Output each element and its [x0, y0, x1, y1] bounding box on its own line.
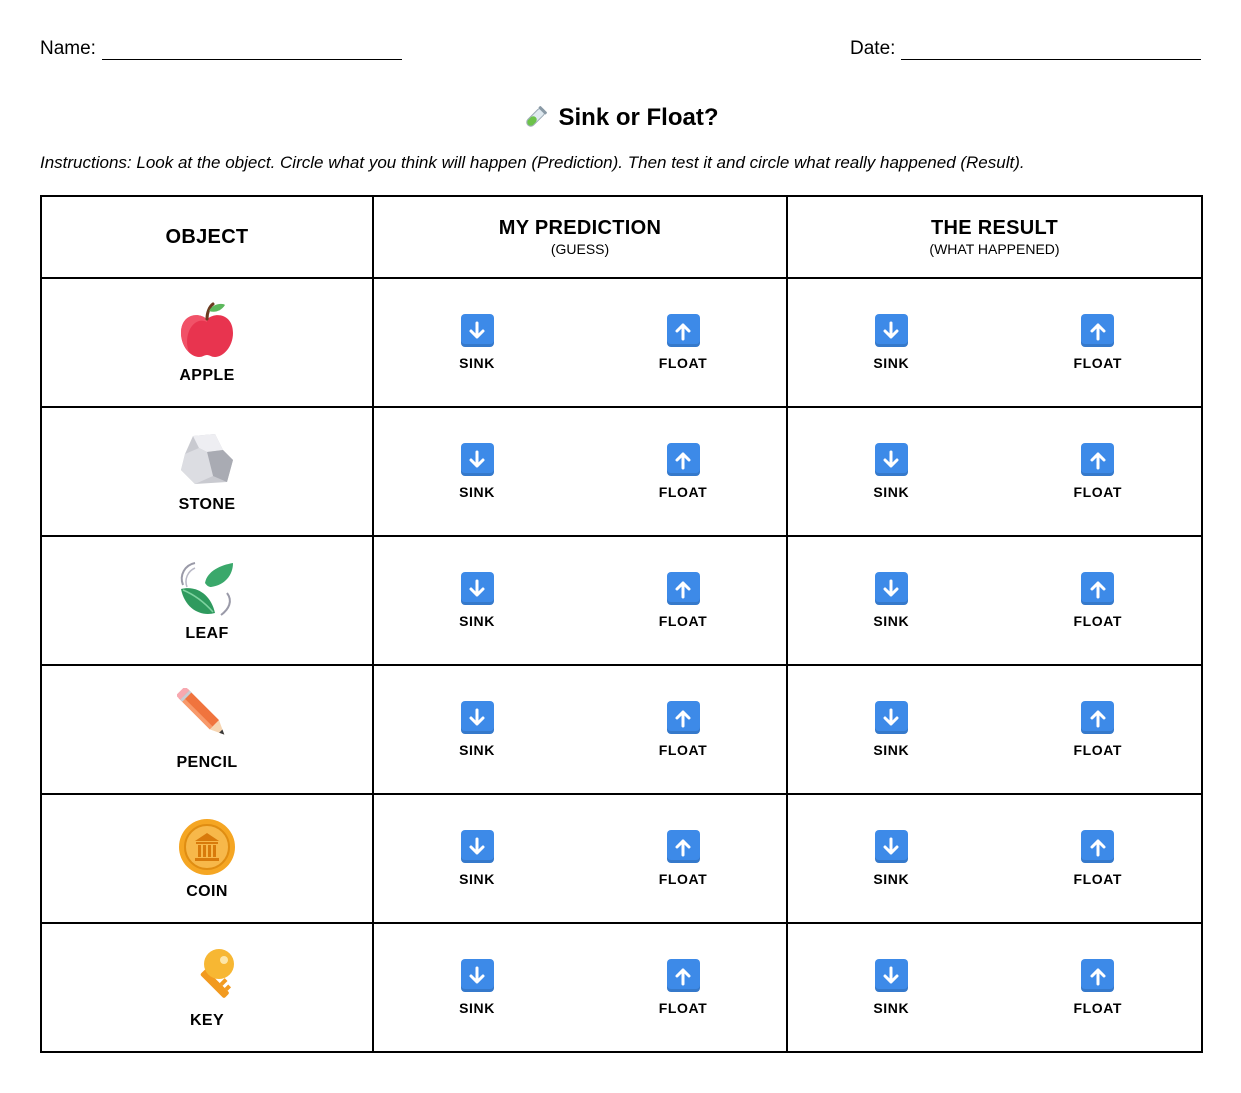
- float-label: FLOAT: [1073, 484, 1123, 500]
- table-row: [41, 407, 1202, 536]
- prediction-cell: [373, 536, 787, 665]
- object-label: APPLE: [179, 366, 235, 384]
- page-title: [0, 104, 1241, 132]
- object-cell: [41, 536, 373, 665]
- result-choices: [788, 408, 1201, 535]
- choice-float-result[interactable]: [1038, 701, 1158, 758]
- down-arrow-icon: [875, 830, 908, 863]
- apple-icon: [177, 301, 237, 361]
- down-arrow-icon: [461, 443, 494, 476]
- prediction-cell: [373, 407, 787, 536]
- result-cell: [787, 923, 1202, 1052]
- result-cell: [787, 278, 1202, 407]
- date-label: Date:: [850, 38, 896, 59]
- instructions: Instructions: Look at the object. Circle what you think will happen (Prediction). Then test it and circle what really happened (Result).: [40, 153, 1025, 172]
- sink-label: SINK: [873, 742, 910, 758]
- name-input-line[interactable]: [102, 41, 402, 60]
- choice-float-result[interactable]: [1038, 314, 1158, 371]
- prediction-header-label: MY PREDICTION: [498, 217, 662, 239]
- choice-sink-result[interactable]: [831, 959, 951, 1016]
- choice-sink-result[interactable]: [831, 701, 951, 758]
- choice-sink-prediction[interactable]: [417, 701, 537, 758]
- result-choices: [788, 795, 1201, 922]
- choice-float-result[interactable]: [1038, 830, 1158, 887]
- down-arrow-icon: [461, 701, 494, 734]
- float-label: FLOAT: [1073, 1000, 1123, 1016]
- up-arrow-icon: [667, 572, 700, 605]
- down-arrow-icon: [875, 314, 908, 347]
- sink-label: SINK: [873, 871, 910, 887]
- float-label: FLOAT: [658, 355, 708, 371]
- choice-float-prediction[interactable]: [623, 572, 743, 629]
- down-arrow-icon: [875, 443, 908, 476]
- coin-icon: [177, 817, 237, 877]
- choice-sink-prediction[interactable]: [417, 314, 537, 371]
- object-label: PENCIL: [176, 753, 238, 771]
- choice-float-result[interactable]: [1038, 443, 1158, 500]
- prediction-choices: [374, 924, 786, 1051]
- choice-float-prediction[interactable]: [623, 314, 743, 371]
- sink-label: SINK: [873, 613, 910, 629]
- up-arrow-icon: [667, 443, 700, 476]
- result-choices: [788, 279, 1201, 406]
- prediction-choices: [374, 795, 786, 922]
- choice-sink-result[interactable]: [831, 572, 951, 629]
- choice-float-prediction[interactable]: [623, 830, 743, 887]
- pencil-icon: [177, 688, 237, 748]
- choice-sink-prediction[interactable]: [417, 443, 537, 500]
- choice-float-prediction[interactable]: [623, 443, 743, 500]
- table-row: [41, 923, 1202, 1052]
- object-cell: [41, 665, 373, 794]
- date-field: [850, 38, 1201, 60]
- table-row: [41, 794, 1202, 923]
- up-arrow-icon: [667, 701, 700, 734]
- choice-sink-result[interactable]: [831, 443, 951, 500]
- down-arrow-icon: [875, 959, 908, 992]
- choice-float-result[interactable]: [1038, 959, 1158, 1016]
- sink-label: SINK: [459, 871, 495, 887]
- name-label: Name:: [40, 38, 96, 59]
- float-label: FLOAT: [658, 1000, 708, 1016]
- sink-label: SINK: [459, 742, 495, 758]
- key-icon: [177, 946, 237, 1006]
- sink-label: SINK: [459, 355, 495, 371]
- header-fields: [40, 38, 1201, 62]
- float-label: FLOAT: [658, 484, 708, 500]
- float-label: FLOAT: [658, 613, 708, 629]
- object-label: KEY: [189, 1011, 225, 1029]
- name-field: [40, 38, 402, 60]
- table-row: [41, 665, 1202, 794]
- object-label: STONE: [178, 495, 236, 513]
- up-arrow-icon: [1081, 830, 1114, 863]
- object-cell: [41, 923, 373, 1052]
- prediction-choices: [374, 666, 786, 793]
- test-tube-icon: [522, 105, 548, 131]
- table-row: [41, 536, 1202, 665]
- down-arrow-icon: [461, 830, 494, 863]
- prediction-header-sub: (GUESS): [550, 241, 610, 257]
- down-arrow-icon: [875, 701, 908, 734]
- stone-icon: [177, 430, 237, 490]
- float-label: FLOAT: [658, 871, 708, 887]
- choice-sink-prediction[interactable]: [417, 830, 537, 887]
- sink-label: SINK: [459, 613, 495, 629]
- column-header-prediction: [373, 196, 787, 278]
- sink-float-table: [40, 195, 1203, 1053]
- title-text: Sink or Float?: [558, 104, 719, 131]
- choice-sink-result[interactable]: [831, 314, 951, 371]
- result-header-sub: (WHAT HAPPENED): [929, 241, 1060, 257]
- sink-label: SINK: [873, 355, 910, 371]
- object-label: COIN: [186, 882, 228, 900]
- result-cell: [787, 665, 1202, 794]
- result-cell: [787, 794, 1202, 923]
- choice-sink-prediction[interactable]: [417, 572, 537, 629]
- down-arrow-icon: [461, 572, 494, 605]
- float-label: FLOAT: [1073, 613, 1123, 629]
- result-header-label: THE RESULT: [930, 217, 1059, 239]
- leaf-icon: [177, 559, 237, 619]
- prediction-cell: [373, 665, 787, 794]
- object-label: LEAF: [185, 624, 229, 642]
- column-header-result: [787, 196, 1202, 278]
- prediction-choices: [374, 537, 786, 664]
- result-choices: [788, 537, 1201, 664]
- down-arrow-icon: [461, 959, 494, 992]
- prediction-cell: [373, 923, 787, 1052]
- float-label: FLOAT: [1073, 742, 1123, 758]
- date-input-line[interactable]: [901, 41, 1201, 60]
- choice-float-prediction[interactable]: [623, 701, 743, 758]
- choice-sink-result[interactable]: [831, 830, 951, 887]
- up-arrow-icon: [1081, 701, 1114, 734]
- float-label: FLOAT: [658, 742, 708, 758]
- table-header-row: [41, 196, 1202, 278]
- prediction-choices: [374, 408, 786, 535]
- up-arrow-icon: [1081, 443, 1114, 476]
- prediction-cell: [373, 278, 787, 407]
- down-arrow-icon: [461, 314, 494, 347]
- object-cell: [41, 407, 373, 536]
- down-arrow-icon: [875, 572, 908, 605]
- float-label: FLOAT: [1073, 871, 1123, 887]
- result-cell: [787, 407, 1202, 536]
- prediction-cell: [373, 794, 787, 923]
- choice-float-result[interactable]: [1038, 572, 1158, 629]
- sink-label: SINK: [873, 484, 910, 500]
- object-cell: [41, 278, 373, 407]
- table-row: [41, 278, 1202, 407]
- sink-label: SINK: [459, 484, 495, 500]
- sink-label: SINK: [459, 1000, 495, 1016]
- up-arrow-icon: [667, 314, 700, 347]
- sink-label: SINK: [873, 1000, 910, 1016]
- column-header-object: [41, 196, 373, 278]
- object-header-label: OBJECT: [165, 225, 249, 248]
- up-arrow-icon: [1081, 572, 1114, 605]
- choice-float-prediction[interactable]: [623, 959, 743, 1016]
- up-arrow-icon: [667, 830, 700, 863]
- up-arrow-icon: [667, 959, 700, 992]
- up-arrow-icon: [1081, 959, 1114, 992]
- result-cell: [787, 536, 1202, 665]
- choice-sink-prediction[interactable]: [417, 959, 537, 1016]
- float-label: FLOAT: [1073, 355, 1123, 371]
- object-cell: [41, 794, 373, 923]
- result-choices: [788, 666, 1201, 793]
- result-choices: [788, 924, 1201, 1051]
- prediction-choices: [374, 279, 786, 406]
- up-arrow-icon: [1081, 314, 1114, 347]
